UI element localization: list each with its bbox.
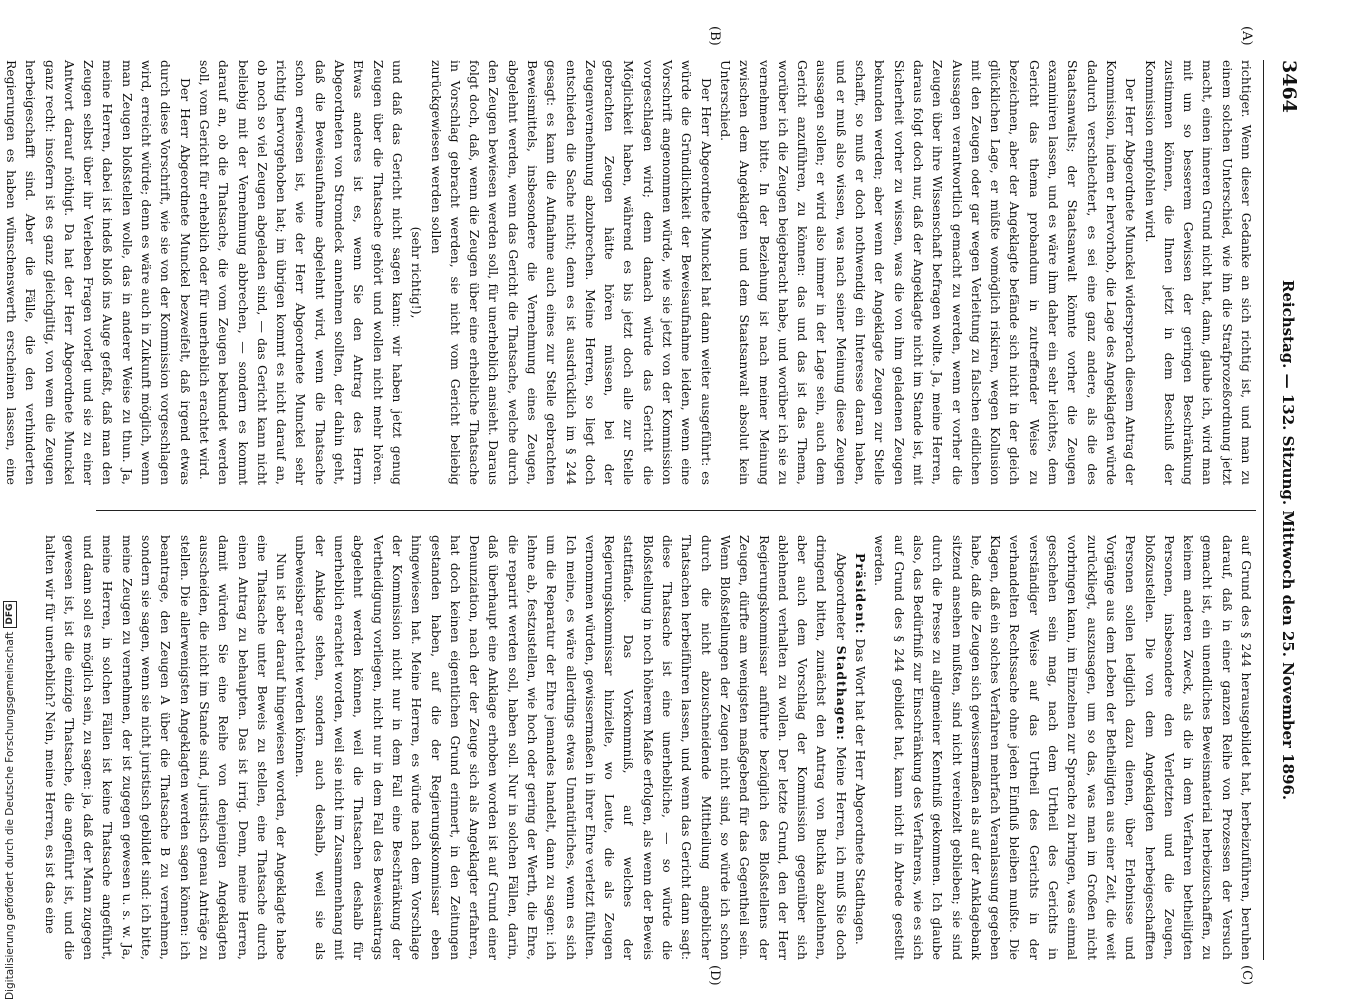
header-rule bbox=[1263, 60, 1264, 960]
digitization-note bbox=[0, 0, 20, 1000]
paragraph: Der Herr Abgeordnete Munckel bezweifelt, daß irgend etwas durch diese Vorschrift, wie sie von der Kommission vorgeschlagen wird, erreicht würde; denn es wäre auch in Zukunft möglich, wenn man Zeugen bloßstellen wolle, das in anderer Weise zu thun. Ja, meine Herren, dabei ist indeß bloß ins Auge gefaßt, daß man den Zeugen selbst über ihr Verleben Fragen vorlegt und sie zu einer Antwort darauf nöthigt. Da hat der Herr Abgeordnete Munckel ganz recht: insofern ist es ganz gleichgiltig, von wem die Zeugen herbeigeschafft sind. Aber die Fälle, die den verhinderten Regierungen es haben wünschenswerth erscheinen lassen, eine bbox=[4, 60, 193, 485]
speech-text: Meine Herren, ich muß Sie doch dringend bitten, zunächst den Antrag von Buchka abzulehnen, aber auch dem Vorschlag der Kommission gegenüber sich ablehnend verhalten zu wollen. Der letzte Grund, den der Herr Regierungskommissar anführte bezüglich des Bloßstellens der Zeugen, dürfte am wenigsten maßgebend für das Gegentheil sein. Wenn Bloßstellungen der Zeugen nicht sind, so würde ich schon durch die nicht abzuschneidende Mittheilung angeblicher Thatsachen herbeiführen lassen, und wenn das Gericht dann sagt: diese Thatsache ist eine unerhebliche, — so würde die Bloßstellung in noch höherem Maße erfolgen, als wenn der Beweis stattfände. Das Vorkommniß, auf welches der Regierungskommissar hinzielte, wo Leute, die als Zeugen vernommen würden, gewissermaßen in ihrer Ehre verletzt fühlten. Ich meine, es wäre allerdings etwas Unnatürliches, wenn es sich um die Reparatur der Ehre jemandes handelt, dann zu sagen: ich lehne ab, festzustellen, wie hoch oder gering der Werth, die Ehre, die reparirt werden soll, haben soll. Nur in solchen Fällen, darin, daß überhaupt eine Anklage erhoben worden ist auf Grund einer Denunziation, nach der der Zeuge sich als Angeklagter erfahren, hat doch keinen eigentlichen Grund erinnert, in den Zeitungen gestanden haben, auf die der Regierungskommissar eben hingewiesen hat. Meine Herren, es würde nach dem Vorschlage der Kommission nicht nur in dem Fall eine Beschränkung der Vertheidigung vorliegen, nicht nur in dem Fall des Beweisantrags abgelehnt werden können, weil die Thatsachen deshalb für unerheblich erachtet worden, weil sie nicht im Zusammenhang mit der Anklage stehen, sondern auch deshalb, weil sie als unbeweisbar erachtet werden können. bbox=[293, 535, 849, 960]
page-header bbox=[1266, 60, 1300, 960]
paragraph: Der Herr Abgeordnete Munckel widersprach diesem Antrag der Kommission, indem er hervorhob, die Lage des Angeklagten würde dadurch verschlechtert, es sei eine ganz andere, als die des Staatsanwalts; der Staatsanwalt könnte vorher die Zeugen examiniren lassen, und es wäre ihm daher ein sehr leichtes, dem Gericht das thema probandum in zutreffender Weise zu bezeichnen, aber der Angeklagte befände sich nicht in der gleich glücklichen Lage, er müßte womöglich riskiren, wegen Kollusion mit den Zeugen oder gar wegen Verleitung zu falschen eidlichen Aussagen verantwortlich gemacht zu werden, wenn er vorher die Zeugen über ihre Wissenschaft befragen wollte. Ja, meine Herren, daraus folgt doch nur, daß der Angeklagte nicht im Stande ist, mit Sicherheit vorher zu wissen, was die von ihm geladenen Zeugen bekunden werden; aber wenn der Angeklagte Zeugen zur Stelle schafft, so muß er doch nothwendig ein Interesse daran haben, und er muß also wissen, was nach seiner Meinung diese Zeugen aussagen sollen; er wird also immer in der Lage sein, auch dem Gericht anzuführen, zu können: das und das ist das Thema, worüber ich die Zeugen beigebracht habe, und worüber ich sie zu vernehmen bitte. In der Beziehung ist nach meiner Meinung zwischen dem Angeklagten und dem Staatsanwalt absolut kein Unterschied. bbox=[717, 60, 1139, 485]
interjection: (sehr richtig!), bbox=[409, 226, 425, 319]
right-column bbox=[42, 535, 1256, 960]
left-column bbox=[4, 60, 1256, 485]
dfg-logo: DFG bbox=[3, 601, 17, 628]
margin-letter-c: (C) bbox=[1239, 965, 1254, 986]
speaker-turn bbox=[291, 535, 851, 960]
paragraph: Nun ist aber darauf hingewiesen worden, der Angeklagte habe eine Thatsache unter Beweis zu stellen, eine Thatsache durch einen Antrag zu behaupten. Das ist irrig. Denn, meine Herren, damit würden Sie eine Reihe von denjenigen Angeklagten ausscheiden, die nicht im Stande sind, juristisch genau Anträge zu stellen. Die allerwenigsten Angeklagten werden sagen können: ich beantrage, den Zeugen A über die Thatsache B zu vernehmen, sondern sie sagen, wenn sie nicht juristisch gebildet sind: ich bitte, meine Zeugen zu vernehmen, der ist zugegen gewesen u. s. w. Ja, meine Herren, in solchen Fällen ist keine Thatsache angeführt, und dann soll es möglich sein, zu sagen: ja, daß der Mann zugegen gewesen ist, ist die einzige Thatsache, die angeführt ist, und die halten wir für unerheblich? Nein, meine Herren, es ist das eine bbox=[42, 535, 290, 960]
running-title: Reichstag. — 132. Sitzung. Mittwoch den 25. November 1896. bbox=[1279, 279, 1297, 801]
speaker-turn bbox=[851, 535, 870, 960]
paragraph: Der Herr Abgeordnete Munckel hat dann weiter ausgeführt: es würde die Gründlichkeit der Beweisaufnahme leiden, wenn eine Vorschrift angenommen würde, wie sie jetzt von der Kommission vorgeschlagen wird; denn danach würde das Gericht die Möglichkeit haben, während es bis jetzt doch alle zur Stelle gebrachten Zeugen hätte hören müssen, bei der Zeugenvernehmung abzubrechen. Meine Herren, so liegt doch entschieden die Sache nicht; denn es ist ausdrücklich im § 244 gesagt: es kann die Aufnahme auch eines zur Stelle gebrachten Beweismittels, insbesondere die Vernehmung eines Zeugen, abgelehnt werden, wenn das Gericht die Thatsache, welche durch den Zeugen bewiesen werden soll, für unerheblich ansieht. Daraus folgt doch, daß, wenn die Zeugen über eine erhebliche Thatsache in Vorschlag gebracht werden, sie nicht vom Gericht beliebig zurückgewiesen werden sollen bbox=[428, 60, 714, 485]
speech-text: Das Wort hat der Herr Abgeordnete Stadthagen. bbox=[853, 638, 869, 945]
speaker-name: Präsident: bbox=[853, 553, 869, 635]
paragraph: richtiger. Wenn dieser Gedanke an sich richtig ist, und man zu einem solchen Unterschied, wie ihn die Strafprozeßordnung jetzt macht, einen inneren Grund nicht hat, dann, glaube ich, wird man mit um so besserem Gewissen der geringen Beschränkung zustimmen können, die Ihnen jetzt in dem Beschluß der Kommission empfohlen wird. bbox=[1142, 60, 1254, 485]
speaker-prefix: Abgeordneter bbox=[833, 553, 849, 641]
margin-letter-a: (A) bbox=[1239, 26, 1254, 46]
margin-letter-b: (B) bbox=[707, 26, 722, 46]
margin-letter-d: (D) bbox=[707, 965, 722, 986]
page-number: 3464 bbox=[1278, 60, 1300, 113]
speaker-name: Stadthagen: bbox=[833, 645, 849, 741]
paragraph: und daß das Gericht nicht sagen kann: wir haben jetzt genug Zeugen über die Thatsache gehört und wollen nicht mehr hören. Etwas anderes ist es, wenn Sie den Antrag des Herrn Abgeordneten von Stromdeck annehmen sollten, der dahin geht, daß die Beweisaufnahme abgelehnt wird, wenn die Thatsache schon erwiesen ist, wie der Herr Abgeordnete Munckel sehr richtig hervorgehoben hat; im übrigen kommt es nicht darauf an, ob noch so viel Zeugen abgeladen sind, — das Gericht kann nicht beliebig mit der Vernehmung abbrechen, — sondern es kommt darauf an, ob die Thatsache, die vom Zeugen bekundet werden soll, vom Gericht für erheblich oder für unerheblich erachtet wird. bbox=[196, 60, 405, 485]
column-rule bbox=[96, 510, 1256, 511]
paragraph: auf Grund des § 244 herausgebildet hat, herbeizuführen, beruhen darauf, daß in einer ganzen Reihe von Prozessen der Versuch gemacht ist, ein unendliches Beweismaterial herbeizuschaffen, zu keinem anderen Zweck, als die in dem Verfahren betheiligten Personen, insbesondere den Verletzten und die Zeugen, bloßzustellen. Die von dem Angeklagten herbeigeschafften Personen sollen lediglich dazu dienen, über Erlebnisse und Vorgänge aus dem Leben der Betheiligten aus einer Zeit, die weit zurückliegt, auszusagen, um so das, was man im Großen nicht vorbringen kann, im Einzelnen zur Sprache zu bringen, was einmal geschehen sein mag, nach dem Urtheil des Gerichts in verständiger Weise auf das Urtheil des Gerichts in der verhandelten Rechtssache ohne jeden Einfluß bleiben mußte. Die Klagen, daß ein solches Verfahren mehrfach Veranlassung gegeben habe, daß die Zeugen sich gewissermaßen als auf der Anklagebank sitzend ansehen mußten, sind nicht vereinzelt geblieben; sie sind durch die Presse zu allgemeiner Kenntniß gekommen. Ich glaube also, das Bedürfniß zur Einschränkung des Verfahrens, wie es sich auf Grund des § 244 gebildet hat, kann nicht in Abrede gestellt werden. bbox=[872, 535, 1254, 960]
digitization-text: Digitalisierung gefördert durch die Deutsche Forschungsgemeinschaft bbox=[4, 631, 16, 1000]
